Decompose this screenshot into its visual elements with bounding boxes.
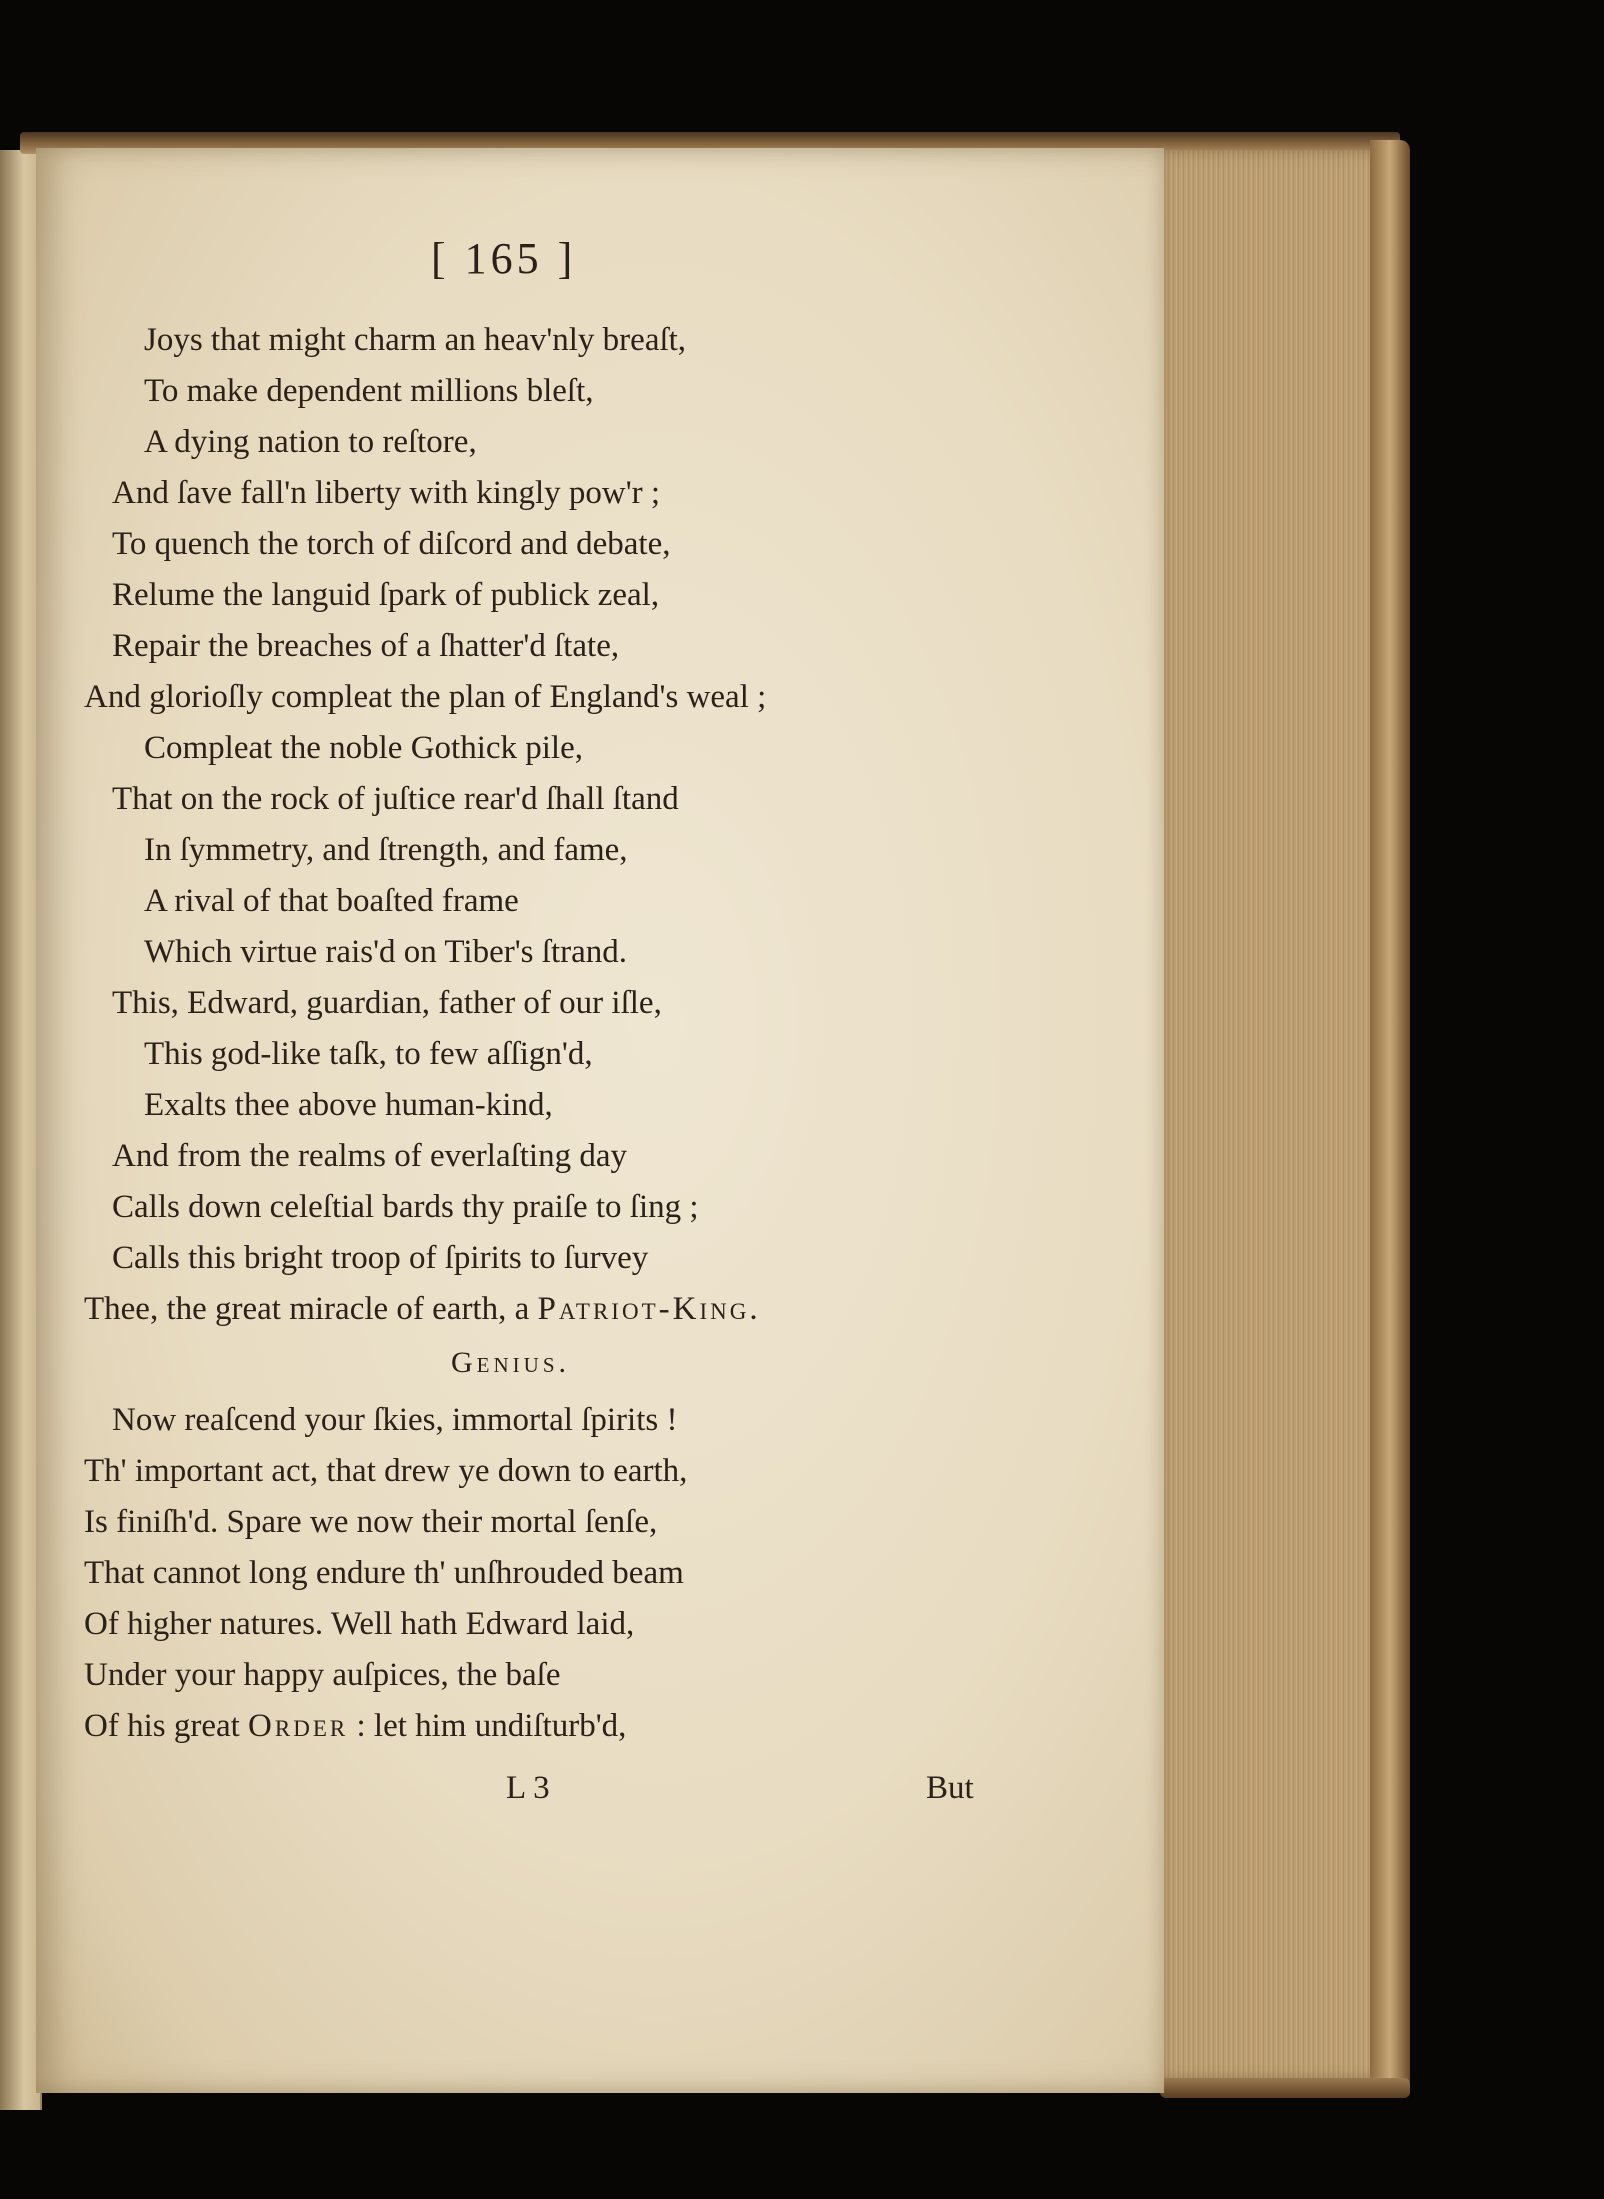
- verse-line: That cannot long endure th' unſhrouded beam: [84, 1555, 684, 1591]
- verse-line: Of higher natures. Well hath Edward laid,: [84, 1606, 635, 1642]
- verse-line: This, Edward, guardian, father of our iſle,: [112, 985, 662, 1021]
- verse-text: Thee, the great miracle of earth, a: [84, 1291, 538, 1327]
- verse-line: Joys that might charm an heav'nly breaſt,: [144, 322, 687, 358]
- verse-line: This god-like taſk, to few aſſign'd,: [144, 1036, 593, 1072]
- catchword: But: [926, 1770, 974, 1806]
- verse-line: To quench the torch of diſcord and debate,: [112, 526, 671, 562]
- verse-line: And glorioſly compleat the plan of England's weal ;: [84, 679, 767, 715]
- speaker-heading: Genius.: [451, 1346, 570, 1379]
- page-text: [36, 148, 1164, 2093]
- binding-bottom: [1160, 2078, 1410, 2098]
- verse-text: Of his great: [84, 1708, 249, 1744]
- verse-line: A dying nation to reſtore,: [144, 424, 477, 460]
- page-number: [ 165 ]: [431, 234, 577, 283]
- verse-line: In ſymmetry, and ſtrength, and fame,: [144, 832, 628, 868]
- page-edges: [1150, 150, 1380, 2080]
- signature-mark: L 3: [506, 1770, 550, 1806]
- verse-line: Under your happy auſpices, the baſe: [84, 1657, 561, 1693]
- book-page: [36, 148, 1164, 2093]
- verse-line: Relume the languid ſpark of publick zeal,: [112, 577, 660, 613]
- verse-line: That on the rock of juſtice rear'd ſhall ſtand: [112, 781, 679, 817]
- patriot-king-term: Patriot-King.: [537, 1291, 761, 1327]
- verse-line: Is finiſh'd. Spare we now their mortal ſenſe,: [84, 1504, 658, 1540]
- verse-line: To make dependent millions bleſt,: [144, 373, 594, 409]
- verse-line: Exalts thee above human-kind,: [144, 1087, 553, 1123]
- cover-edge: [1370, 140, 1410, 2090]
- verse-line: [84, 1706, 626, 1746]
- verse-text: : let him undiſturb'd,: [348, 1708, 627, 1744]
- verse-line: Calls down celeſtial bards thy praiſe to ſing ;: [112, 1189, 699, 1225]
- verse-line: And ſave fall'n liberty with kingly pow'r ;: [112, 475, 661, 511]
- verse-line: Which virtue rais'd on Tiber's ſtrand.: [144, 934, 627, 970]
- verse-line: And from the realms of everlaſting day: [112, 1138, 627, 1174]
- verse-line: A rival of that boaſted frame: [144, 883, 519, 919]
- verse-line: Th' important act, that drew ye down to earth,: [84, 1453, 688, 1489]
- verse-line: Now reaſcend your ſkies, immortal ſpirits !: [112, 1402, 678, 1438]
- verse-line: Compleat the noble Gothick pile,: [144, 730, 583, 766]
- verse-line: Calls this bright troop of ſpirits to ſurvey: [112, 1240, 649, 1276]
- verse-line: [84, 1289, 761, 1329]
- verse-line: Repair the breaches of a ſhatter'd ſtate,: [112, 628, 620, 664]
- order-term: Order: [248, 1708, 349, 1744]
